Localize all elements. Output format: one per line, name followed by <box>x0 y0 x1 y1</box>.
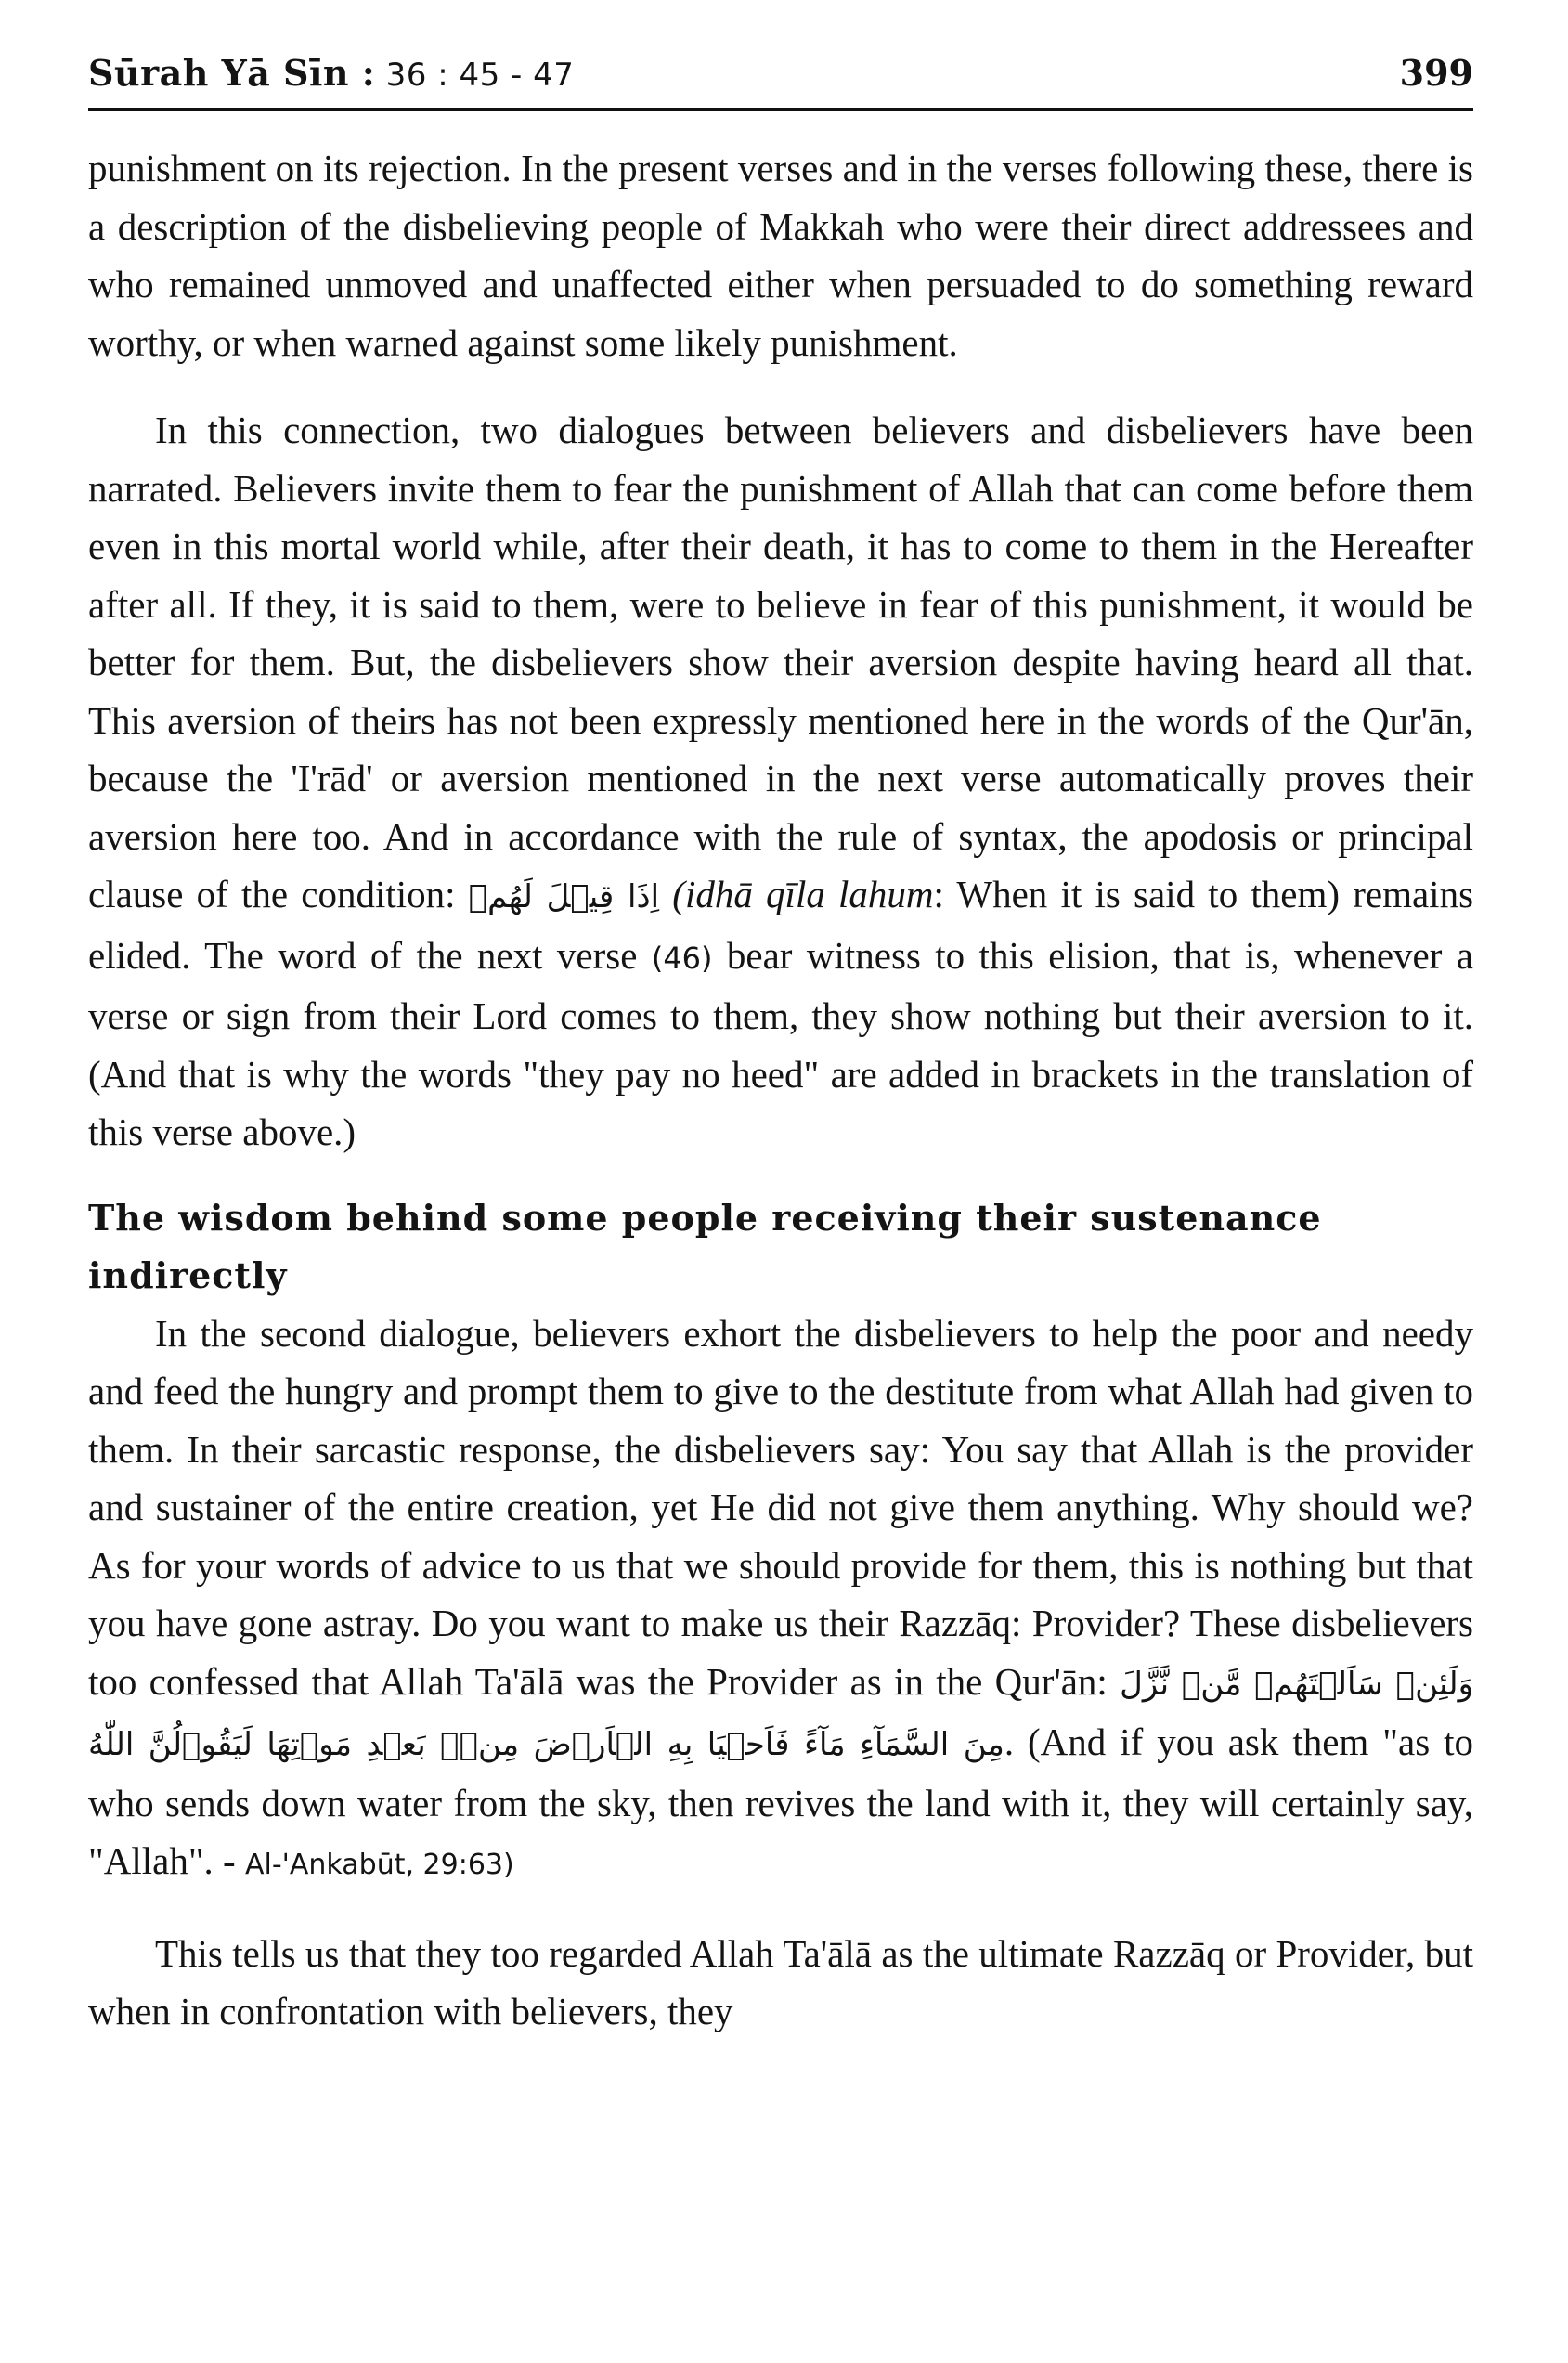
paragraph-text: bear witness to this elision, that is, whenever a verse or sign from their Lord comes to them, they show nothing but their aversion to it. (And that is why the words "they pay no heed" are added in brackets in the translation of this verse above.) <box>88 933 1473 1153</box>
arabic-verse: وَلَئِنۡ سَاَلۡتَهُمۡ مَّنۡ نَّزَّلَ مِنَ السَّمَآءِ مَآءً فَاَحۡيَا بِهِ الۡاَرۡضَ مِنۡۢ بَعۡدِ مَوۡتِهَا لَيَقُوۡلُنَّ اللّٰهُ <box>88 1665 1473 1763</box>
paragraph-dialogue-one <box>88 401 1473 1162</box>
chapter-reference <box>88 52 574 94</box>
paragraph-dialogue-two <box>88 1305 1473 1895</box>
paragraph-text: In this connection, two dialogues between believers and disbelievers have been narrated. Believers invite them to fear the punishment of Allah that can come before them even in this mortal world while, after their death, it has to come to them in the Hereafter after all. If they, it is said to them, were to believe in fear of this punishment, it would be better for them. But, the disbelievers show their aversion despite having heard all that. This aversion of theirs has not been expressly mentioned here in the words of the Qur'ān, because the 'I'rād' or aversion mentioned in the next verse automatically proves their aversion here too. And in accordance with the rule of syntax, the apodosis or principal clause of the condition: <box>88 409 1473 915</box>
citation: Al-'Ankabūt, 29:63) <box>244 1849 514 1881</box>
verse-range: 36 : 45 - 47 <box>375 57 575 94</box>
surah-title: Sūrah Yā Sīn : <box>88 52 376 94</box>
running-header <box>88 52 1473 111</box>
paragraph-text: : When it is said to them) remains elided. The word of the next verse <box>88 873 1474 977</box>
paragraph-continuation: punishment on its rejection. In the present verses and in the verses following these, there is a description of the disbelieving people of Makkah who were their direct addressees and who remained unmoved and unaffected either when persuaded to do something reward worthy, or when warned against some likely punishment. <box>88 147 1473 364</box>
paragraph-conclusion: This tells us that they too regarded Allah Ta'ālā as the ultimate Razzāq or Provider, but when in confrontation with believers, they <box>88 1931 1473 2032</box>
paragraph-text: . (And if you ask them "as to who sends down water from the sky, then revives the land with it, they will certainly say, "Allah". - <box>88 1720 1473 1882</box>
section-heading: The wisdom behind some people receiving their sustenance indirectly <box>88 1196 1322 1296</box>
transliteration: (idhā qīla lahum <box>672 873 934 915</box>
verse-number: (46) <box>651 940 713 976</box>
page-number: 399 <box>1399 52 1473 94</box>
paragraph-text: In the second dialogue, believers exhort the disbelievers to help the poor and needy and feed the hungry and prompt them to give to the destitute from what Allah had given to them. In their sarcastic response, the disbelievers say: You say that Allah is the provider and sustainer of the entire creation, yet He did not give them anything. Why should we? As for your words of advice to us that we should provide for them, this is nothing but that you have gone astray. Do you want to make us their Razzāq: Provider? These disbelievers too confessed that Allah Ta'ālā was the Provider as in the Qur'ān: <box>88 1311 1473 1703</box>
arabic-phrase: اِذَا قِيۡلَ لَهُمۡ <box>468 878 660 915</box>
main-text <box>88 139 1473 2041</box>
